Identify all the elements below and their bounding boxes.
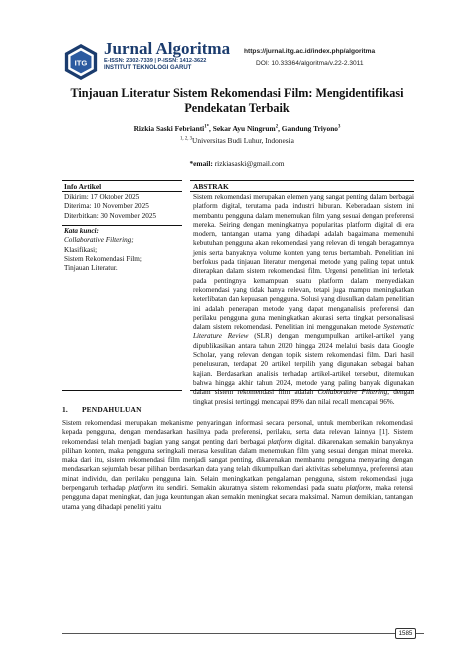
journal-header xyxy=(62,40,422,80)
email-label: *email: xyxy=(189,159,213,168)
journal-issn: E-ISSN: 2302-7339 | P-ISSN: 1412-3622 xyxy=(104,58,207,64)
section-body xyxy=(62,419,413,512)
affiliation-sup: 1, 2, 3 xyxy=(180,136,193,142)
email-address[interactable]: rizkiasaski@gmail.com xyxy=(214,159,285,168)
article-title xyxy=(40,86,434,116)
abstract-body xyxy=(193,193,414,407)
info-head-rule xyxy=(62,191,182,192)
journal-links xyxy=(244,46,375,70)
keyword-item: Klasifikasi; xyxy=(64,245,98,254)
abstract-head-rule xyxy=(190,191,414,192)
body-text: , maka retensi pengguna dapat meningkat, dan juga keuntungan akan semakin meningkat secara maksimal. Namun demikian, tantangan utama yang dihadapi peneliti yaitu xyxy=(62,484,413,511)
abstract-top-rule xyxy=(190,180,414,181)
journal-url-link[interactable]: https://jurnal.itg.ac.id/index.php/algoritma xyxy=(244,48,376,55)
date-submitted: Dikirim: 17 Oktober 2025 xyxy=(64,193,140,201)
section-title: PENDAHULUAN xyxy=(81,405,142,414)
author-name: Sekar Ayu Ningrum xyxy=(212,124,276,133)
section-heading xyxy=(62,405,142,414)
keyword-item: Collaborative Filtering; xyxy=(64,236,134,245)
abstract-text: , dengan tingkat presisi tertinggi mencapai 89% dan nilai recall mencapai 96%. xyxy=(193,388,415,406)
abstract-heading: ABSTRAK xyxy=(193,182,229,191)
section-number: 1. xyxy=(62,405,68,414)
page-number: 1585 xyxy=(398,630,413,637)
body-text: digital. dikarenakan semakin banyaknya pilihan konten, maka pengguna seringkali merasa kesulitan dalam menemukan film yang sesuai dengan minat mereka. maka dari itu, sistem rekomendasi film menjadi sangat penting, dikarenakan membantu pengguna menyaring dengan mendasarkan sejumlah besar pilihan berdasarkan data yang telah dikumpulkan dari aktivitas sebelumnya, preferensi atau minat individu, dan perilaku pengguna lain. Selain meningkatkan pengalaman pengguna, sistem rekomendasi juga berpengaruh terhadap xyxy=(62,437,414,493)
article-title-line1: Tinjauan Literatur Sistem Rekomendasi Film: Mengidentifikasi xyxy=(70,86,404,100)
author-name: Rizkia Saski Febrianti xyxy=(133,124,205,133)
keywords-label: Kata kunci: xyxy=(64,227,99,235)
keyword-item: Tinjauan Literatur. xyxy=(64,264,118,273)
correspondence-email xyxy=(40,159,434,168)
body-text: Sistem rekomendasi merupakan mekanisme penyaringan informasi secara personal, untuk memberikan rekomendasi kepada pengguna, dengan mendasarkan hasilnya pada preferensi, perilaku, serta data relevan lainnya [1]. Sistem rekomendasi telah menjadi bagian yang sangat penting dari berbagai xyxy=(62,419,413,446)
article-title-line2: Pendekatan Terbaik xyxy=(184,101,290,115)
author-sup: 3 xyxy=(338,124,341,130)
author-list: Rizkia Saski Febrianti$^{1*}$, Sekar Ayu Ningrum$^2$, Gandung Triyono$^3$ xyxy=(133,124,341,133)
author-name: Gandung Triyono xyxy=(281,124,339,133)
journal-institution: INSTITUT TEKNOLOGI GARUT xyxy=(104,64,192,71)
abstract-text: (SLR) dengan mengumpulkan artikel-artikel yang dipublikasikan antara tahun 2020 hingga 2024 melalui basis data Google Scholar, yang relevan dengan topik sistem rekomendasi film. Dari hasil penelusuran, terdapat 20 artikel terpilih yang digunakan sebagai bahan kajian. Berdasarkan analisis terhadap artikel-artikel tersebut, ditemukan bahwa hingga akhir tahun 2024, metode yang paling banyak digunakan dalam sistem rekomendasi film adalah xyxy=(193,332,414,397)
itg-logo-icon xyxy=(62,43,100,81)
article-doi[interactable]: DOI: 10.33364/algoritma/v.22-2.3011 xyxy=(256,60,364,67)
info-bottom-rule xyxy=(62,390,182,391)
author-affiliation xyxy=(40,136,434,145)
svg-text:ITG: ITG xyxy=(74,58,88,68)
info-divider-rule xyxy=(62,225,182,226)
info-heading: Info Artikel xyxy=(64,182,102,191)
info-top-rule xyxy=(62,180,182,181)
body-italic-term: platform xyxy=(128,484,154,493)
author-sup: 2 xyxy=(275,124,279,130)
article-dates xyxy=(64,193,156,221)
footer-rule-right xyxy=(416,633,424,634)
abstract-italic-term: Systematic Literature Review xyxy=(193,323,414,341)
abstract-italic-term: Collaborative Filtering xyxy=(317,388,388,397)
date-accepted: Diterima: 10 November 2025 xyxy=(64,202,149,211)
author-sup: 1* xyxy=(204,124,210,130)
body-italic-term: platform xyxy=(267,437,293,446)
page-number-box xyxy=(395,628,416,639)
date-published: Diterbitkan: 30 November 2025 xyxy=(64,211,157,220)
abstract-text: Sistem rekomendasi merupakan elemen yang sangat penting dalam berbagai platform digital, terutama pada industri hiburan. Keberadaan sistem ini membantu pengguna dalam menemukan film yang sesuai dengan preferensi mereka. Seiring dengan meningkatnya popularitas platform digital di era modern, tantangan utama yang dihadapi adalah bagaimana memenuhi kebutuhan pengguna akan rekomendasi yang relevan di tengah beragamnya jenis serta banyaknya volume konten yang terus bertambah. Penelitian ini berfokus pada tinjauan literatur mengenai metode yang paling tepat untuk diterapkan dalam sistem rekomendasi film. Urgensi penelitian ini terletak pada pentingnya kemampuan suatu platform dalam menyediakan rekomendasi yang tidak hanya relevan, tetapi juga mampu meningkatkan keterlibatan dan kepuasan pengguna. Solusi yang diusulkan dalam penelitian ini adalah penerapan metode yang dapat menganalisis preferensi dan perilaku pengguna guna meningkatkan akurasi serta tingkat personalisasi dalam sistem rekomendasi. Penelitian ini menggunakan metode xyxy=(193,193,414,332)
body-text: itu sendiri. Semakin akuratnya sistem rekomendasi pada suatu xyxy=(153,484,346,493)
body-italic-term: platform xyxy=(345,484,371,493)
keywords xyxy=(64,227,142,273)
keyword-item: Sistem Rekomendasi Film; xyxy=(64,254,142,263)
journal-name: Jurnal Algoritma xyxy=(104,39,231,58)
footer-rule xyxy=(62,633,395,634)
journal-identity xyxy=(104,40,230,72)
affiliation-name: Universitas Budi Luhur, Indonesia xyxy=(192,136,294,145)
